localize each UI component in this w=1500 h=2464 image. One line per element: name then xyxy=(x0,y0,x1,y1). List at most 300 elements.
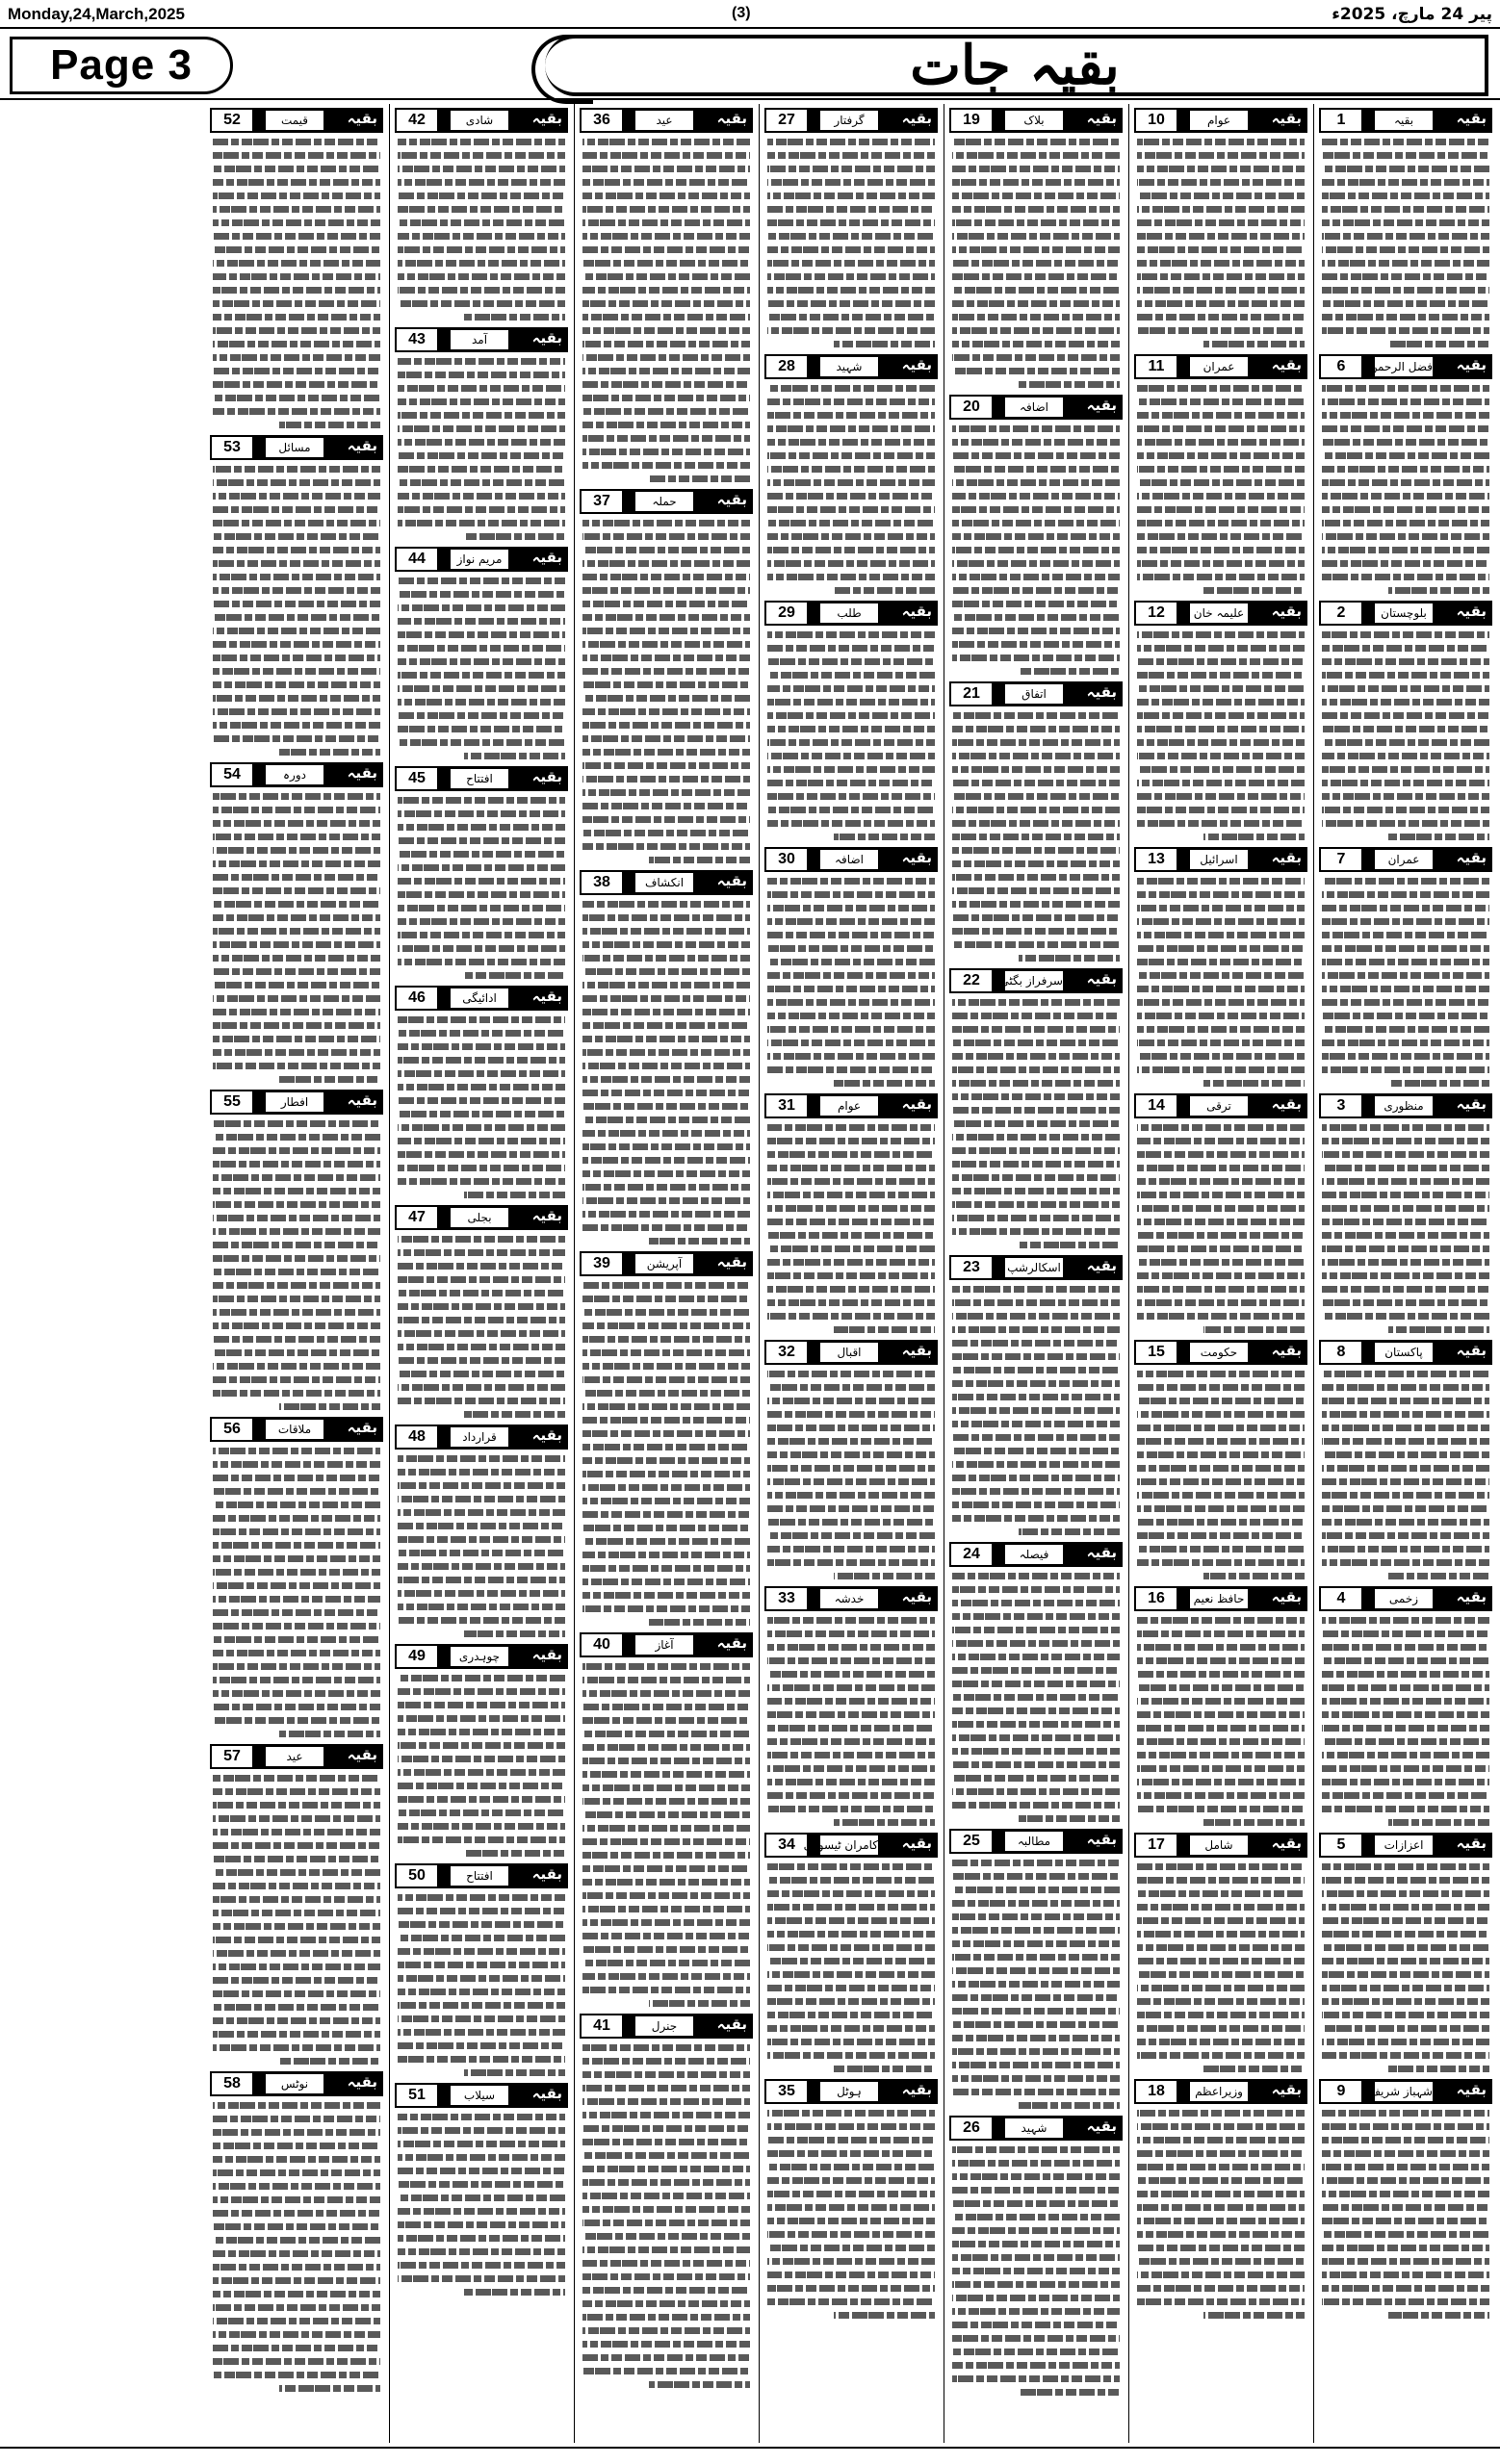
continuation-text xyxy=(395,1236,568,1418)
continuation-text xyxy=(1319,2110,1492,2319)
continuation-number: 13 xyxy=(1134,847,1178,872)
continuation-number: 36 xyxy=(580,108,624,133)
continuation-header xyxy=(1134,847,1307,872)
continuation-label: بقیہ xyxy=(531,110,562,127)
continuation-number: 40 xyxy=(580,1632,624,1657)
continuation-number: 23 xyxy=(949,1255,994,1280)
continuation-text xyxy=(949,139,1123,388)
continuation-label: بقیہ xyxy=(531,1646,562,1663)
continuation-header xyxy=(1319,354,1492,379)
continuation-keyword: آمد xyxy=(451,330,508,349)
continuation-block xyxy=(949,1829,1123,2109)
continuation-header xyxy=(1134,601,1307,626)
continuation-text xyxy=(949,712,1123,962)
continuation-number: 27 xyxy=(764,108,809,133)
section-title: بقیہ جات xyxy=(910,34,1120,97)
continuation-label: بقیہ xyxy=(1456,2081,1487,2098)
bottom-rule xyxy=(0,2447,1500,2449)
continuation-text xyxy=(210,2102,383,2392)
continuation-text xyxy=(395,578,568,759)
continuation-text xyxy=(210,466,383,756)
continuation-keyword: آغاز xyxy=(635,1635,693,1655)
continuation-header xyxy=(395,327,568,352)
news-column xyxy=(395,104,568,2443)
continuation-text xyxy=(1134,1617,1307,1826)
continuation-block xyxy=(210,1090,383,1410)
continuation-block xyxy=(580,1251,753,1626)
continuation-keyword: چوہدری xyxy=(451,1647,508,1666)
continuation-label: بقیہ xyxy=(1271,1095,1302,1113)
continuation-label: بقیہ xyxy=(347,110,377,127)
continuation-keyword: بجلی xyxy=(451,1208,508,1227)
continuation-keyword: اضافہ xyxy=(820,850,878,869)
continuation-block xyxy=(949,681,1123,962)
continuation-number: 26 xyxy=(949,2116,994,2141)
continuation-label: بقیہ xyxy=(716,110,747,127)
continuation-block xyxy=(949,395,1123,675)
continuation-header xyxy=(395,1644,568,1669)
continuation-label: بقیہ xyxy=(901,603,932,620)
continuation-number: 16 xyxy=(1134,1586,1178,1611)
continuation-number: 58 xyxy=(210,2071,254,2096)
continuation-keyword: ترقی xyxy=(1190,1096,1248,1116)
continuation-keyword: کامران ٹیسوری xyxy=(820,1835,878,1855)
continuation-block xyxy=(580,489,753,863)
continuation-number: 41 xyxy=(580,2014,624,2039)
continuation-text xyxy=(1319,1863,1492,2072)
continuation-keyword: طلب xyxy=(820,603,878,623)
continuation-label: بقیہ xyxy=(531,1865,562,1883)
continuation-label: بقیہ xyxy=(347,764,377,782)
continuation-block xyxy=(764,108,938,347)
continuation-header xyxy=(1319,1833,1492,1858)
continuation-text xyxy=(580,520,753,863)
continuation-header xyxy=(764,601,938,626)
continuation-text xyxy=(764,385,938,594)
continuation-label: بقیہ xyxy=(1086,2118,1117,2135)
continuation-number: 54 xyxy=(210,762,254,787)
continuation-number: 3 xyxy=(1319,1093,1363,1118)
continuation-text xyxy=(1134,1863,1307,2072)
top-strip xyxy=(0,0,1500,29)
continuation-keyword: قرارداد xyxy=(451,1427,508,1447)
page-label: Page 3 xyxy=(50,41,193,89)
continuation-keyword: شادی xyxy=(451,111,508,130)
continuation-number: 35 xyxy=(764,2079,809,2104)
continuation-number: 49 xyxy=(395,1644,439,1669)
continuation-block xyxy=(210,1417,383,1737)
continuation-block xyxy=(395,1205,568,1418)
continuation-header xyxy=(949,395,1123,420)
continuation-header xyxy=(1319,1340,1492,1365)
continuation-label: بقیہ xyxy=(1086,1831,1117,1848)
continuation-header xyxy=(764,1586,938,1611)
continuation-keyword: افطار xyxy=(266,1092,323,1112)
continuation-number: 42 xyxy=(395,108,439,133)
continuation-header xyxy=(764,1340,938,1365)
continuation-header xyxy=(764,1833,938,1858)
continuation-block xyxy=(764,847,938,1087)
continuation-block xyxy=(1134,1340,1307,1579)
continuation-text xyxy=(949,1573,1123,1822)
continuation-header xyxy=(1319,847,1492,872)
continuation-text xyxy=(210,1775,383,2065)
continuation-number: 50 xyxy=(395,1863,439,1888)
continuation-label: بقیہ xyxy=(1271,603,1302,620)
continuation-label: بقیہ xyxy=(1456,1095,1487,1113)
continuation-number: 11 xyxy=(1134,354,1178,379)
continuation-label: بقیہ xyxy=(1456,1588,1487,1605)
continuation-text xyxy=(395,358,568,540)
continuation-block xyxy=(764,601,938,840)
continuation-keyword: بلوچستان xyxy=(1375,603,1433,623)
continuation-text xyxy=(949,1286,1123,1535)
continuation-keyword: حملہ xyxy=(635,492,693,511)
continuation-header xyxy=(580,489,753,514)
page-label-tab xyxy=(10,37,233,94)
continuation-label: بقیہ xyxy=(1086,110,1117,127)
continuation-number: 46 xyxy=(395,986,439,1011)
continuation-text xyxy=(580,2044,753,2388)
continuation-header xyxy=(1134,354,1307,379)
continuation-block xyxy=(1134,1093,1307,1333)
continuation-number: 6 xyxy=(1319,354,1363,379)
continuation-block xyxy=(1134,108,1307,347)
continuation-block xyxy=(764,1093,938,1333)
continuation-text xyxy=(1319,631,1492,840)
continuation-keyword: خدشہ xyxy=(820,1589,878,1608)
continuation-keyword: اسرائیل xyxy=(1190,850,1248,869)
continuation-keyword: انکشاف xyxy=(635,873,693,892)
continuation-number: 4 xyxy=(1319,1586,1363,1611)
continuation-label: بقیہ xyxy=(901,1835,932,1852)
continuation-label: بقیہ xyxy=(531,2085,562,2102)
continuation-text xyxy=(764,139,938,347)
continuation-label: بقیہ xyxy=(531,329,562,346)
continuation-label: بقیہ xyxy=(1456,356,1487,373)
continuation-number: 19 xyxy=(949,108,994,133)
continuation-header xyxy=(395,2083,568,2108)
continuation-block xyxy=(1134,1833,1307,2072)
continuation-number: 43 xyxy=(395,327,439,352)
continuation-block xyxy=(764,2079,938,2319)
continuation-text xyxy=(764,631,938,840)
continuation-text xyxy=(395,797,568,979)
continuation-keyword: شہباز شریف xyxy=(1375,2082,1433,2101)
continuation-block xyxy=(395,327,568,540)
continuation-label: بقیہ xyxy=(1271,110,1302,127)
continuation-block xyxy=(764,1833,938,2072)
continuation-label: بقیہ xyxy=(347,1419,377,1436)
column-rule xyxy=(574,104,575,2443)
continuation-keyword: ادائیگی xyxy=(451,988,508,1008)
continuation-header xyxy=(580,870,753,895)
continuation-keyword: سرفراز بگٹی xyxy=(1005,971,1063,990)
continuation-header xyxy=(395,547,568,572)
continuation-keyword: زخمی xyxy=(1375,1589,1433,1608)
continuation-keyword: عوام xyxy=(820,1096,878,1116)
continuation-keyword: فضل الرحمن xyxy=(1375,357,1433,376)
continuation-header xyxy=(210,2071,383,2096)
continuation-number: 7 xyxy=(1319,847,1363,872)
continuation-number: 24 xyxy=(949,1542,994,1567)
continuation-text xyxy=(395,2114,568,2296)
continuation-label: بقیہ xyxy=(901,849,932,866)
continuation-header xyxy=(949,1255,1123,1280)
continuation-label: بقیہ xyxy=(1456,849,1487,866)
continuation-number: 37 xyxy=(580,489,624,514)
continuation-number: 14 xyxy=(1134,1093,1178,1118)
continuation-text xyxy=(949,425,1123,675)
continuation-label: بقیہ xyxy=(531,768,562,785)
continuation-keyword: نوٹس xyxy=(266,2074,323,2093)
continuation-header xyxy=(210,435,383,460)
continuation-text xyxy=(764,1124,938,1333)
continuation-block xyxy=(580,870,753,1245)
continuation-number: 31 xyxy=(764,1093,809,1118)
continuation-label: بقیہ xyxy=(347,2073,377,2091)
continuation-number: 45 xyxy=(395,766,439,791)
continuation-header xyxy=(1319,1093,1492,1118)
continuation-label: بقیہ xyxy=(1456,110,1487,127)
continuation-number: 47 xyxy=(395,1205,439,1230)
continuation-header xyxy=(395,1205,568,1230)
continuation-keyword: مطالبہ xyxy=(1005,1832,1063,1851)
continuation-keyword: گرفتار xyxy=(820,111,878,130)
continuation-header xyxy=(949,2116,1123,2141)
continuation-label: بقیہ xyxy=(531,549,562,566)
continuation-number: 2 xyxy=(1319,601,1363,626)
continuation-text xyxy=(395,1675,568,1857)
continuation-text xyxy=(395,1455,568,1637)
continuation-block xyxy=(580,108,753,482)
continuation-number: 9 xyxy=(1319,2079,1363,2104)
continuation-block xyxy=(1134,354,1307,594)
continuation-text xyxy=(395,139,568,321)
continuation-label: بقیہ xyxy=(1271,849,1302,866)
continuation-block xyxy=(1319,108,1492,347)
continuation-header xyxy=(1319,601,1492,626)
continuation-number: 34 xyxy=(764,1833,809,1858)
continuation-block xyxy=(1134,847,1307,1087)
continuation-block xyxy=(1319,1833,1492,2072)
continuation-text xyxy=(1319,1124,1492,1333)
continuation-keyword: مریم نواز xyxy=(451,550,508,569)
continuation-text xyxy=(580,139,753,482)
continuation-text xyxy=(1134,631,1307,840)
continuation-block xyxy=(1319,1340,1492,1579)
continuation-label: بقیہ xyxy=(901,1342,932,1359)
continuation-keyword: بلاک xyxy=(1005,111,1063,130)
column-rule xyxy=(1128,104,1129,2443)
continuation-keyword: آپریشن xyxy=(635,1254,693,1273)
continuation-text xyxy=(764,1863,938,2072)
continuation-text xyxy=(1134,1371,1307,1579)
continuation-block xyxy=(1319,847,1492,1087)
continuation-keyword: پاکستان xyxy=(1375,1343,1433,1362)
continuation-header xyxy=(764,354,938,379)
continuation-number: 15 xyxy=(1134,1340,1178,1365)
continuation-keyword: اسکالرشپ xyxy=(1005,1258,1063,1277)
continuation-header xyxy=(210,108,383,133)
continuation-block xyxy=(210,762,383,1083)
continuation-keyword: دورہ xyxy=(266,765,323,784)
continuation-block xyxy=(395,547,568,759)
continuation-header xyxy=(1134,108,1307,133)
continuation-keyword: عمران xyxy=(1190,357,1248,376)
continuation-label: بقیہ xyxy=(716,872,747,889)
column-rule xyxy=(1313,104,1314,2443)
continuation-header xyxy=(580,2014,753,2039)
continuation-block xyxy=(949,1542,1123,1822)
continuation-number: 25 xyxy=(949,1829,994,1854)
continuation-keyword: حکومت xyxy=(1190,1343,1248,1362)
continuation-keyword: سیلاب xyxy=(451,2086,508,2105)
continuation-label: بقیہ xyxy=(901,1095,932,1113)
continuation-keyword: عمران xyxy=(1375,850,1433,869)
continuation-header xyxy=(1319,2079,1492,2104)
continuation-keyword: افتتاح xyxy=(451,769,508,788)
continuation-block xyxy=(210,1744,383,2065)
date-urdu: پیر 24 مارچ، 2025ء xyxy=(1332,5,1492,24)
continuation-label: بقیہ xyxy=(1271,1835,1302,1852)
continuation-number: 5 xyxy=(1319,1833,1363,1858)
continuation-text xyxy=(210,1448,383,1737)
continuation-header xyxy=(949,108,1123,133)
continuation-keyword: علیمہ خان xyxy=(1190,603,1248,623)
continuation-header xyxy=(1134,1340,1307,1365)
continuation-keyword: جنرل xyxy=(635,2016,693,2036)
continuation-keyword: بقیہ xyxy=(1375,111,1433,130)
continuation-text xyxy=(1134,385,1307,594)
continuation-header xyxy=(210,1744,383,1769)
continuation-text xyxy=(949,999,1123,1248)
continuation-label: بقیہ xyxy=(347,437,377,454)
continuation-label: بقیہ xyxy=(716,491,747,508)
continuation-header xyxy=(395,766,568,791)
column-rule xyxy=(389,104,390,2443)
continuation-keyword: شہید xyxy=(820,357,878,376)
continuation-number: 52 xyxy=(210,108,254,133)
continuation-header xyxy=(1134,1833,1307,1858)
continuation-number: 51 xyxy=(395,2083,439,2108)
continuation-keyword: ملاقات xyxy=(266,1420,323,1439)
continuation-label: بقیہ xyxy=(1271,1342,1302,1359)
continuation-number: 56 xyxy=(210,1417,254,1442)
continuation-header xyxy=(1134,1093,1307,1118)
continuation-header xyxy=(764,1093,938,1118)
continuation-number: 10 xyxy=(1134,108,1178,133)
continuation-block xyxy=(395,766,568,979)
continuation-number: 48 xyxy=(395,1424,439,1450)
continuation-text xyxy=(764,1617,938,1826)
continuation-number: 30 xyxy=(764,847,809,872)
continuation-label: بقیہ xyxy=(1271,356,1302,373)
continuations-grid xyxy=(0,104,1500,2443)
continuation-block xyxy=(395,2083,568,2296)
continuation-text xyxy=(1319,878,1492,1087)
continuation-header xyxy=(580,108,753,133)
continuation-text xyxy=(1319,1371,1492,1579)
continuation-header xyxy=(1134,2079,1307,2104)
continuation-block xyxy=(1134,601,1307,840)
continuation-number: 55 xyxy=(210,1090,254,1115)
continuation-label: بقیہ xyxy=(347,1091,377,1109)
continuation-header xyxy=(580,1251,753,1276)
continuation-block xyxy=(1319,2079,1492,2319)
continuation-block xyxy=(395,1424,568,1637)
continuation-header xyxy=(764,2079,938,2104)
column-rule xyxy=(759,104,760,2443)
continuation-label: بقیہ xyxy=(1086,397,1117,414)
continuation-keyword: وزیراعظم xyxy=(1190,2082,1248,2101)
continuation-text xyxy=(395,1894,568,2076)
continuation-number: 17 xyxy=(1134,1833,1178,1858)
continuation-header xyxy=(395,1424,568,1450)
continuation-label: بقیہ xyxy=(901,2081,932,2098)
continuation-label: بقیہ xyxy=(1456,1835,1487,1852)
continuation-keyword: قیمت xyxy=(266,111,323,130)
continuation-label: بقیہ xyxy=(901,356,932,373)
continuation-keyword: اتفاق xyxy=(1005,684,1063,704)
continuation-block xyxy=(395,1644,568,1857)
continuation-keyword: مسائل xyxy=(266,438,323,457)
masthead xyxy=(0,31,1500,100)
continuation-text xyxy=(764,2110,938,2319)
continuation-block xyxy=(764,354,938,594)
continuation-text xyxy=(764,878,938,1087)
continuation-header xyxy=(395,108,568,133)
continuation-header xyxy=(764,108,938,133)
continuation-label: بقیہ xyxy=(1086,683,1117,701)
continuation-text xyxy=(1319,1617,1492,1826)
continuation-keyword: عوام xyxy=(1190,111,1248,130)
continuation-block xyxy=(580,2014,753,2388)
continuation-label: بقیہ xyxy=(1456,1342,1487,1359)
date-english: Monday,24,March,2025 xyxy=(8,5,185,23)
continuation-block xyxy=(395,1863,568,2076)
continuation-label: بقیہ xyxy=(347,1746,377,1763)
continuation-text xyxy=(1319,139,1492,347)
continuation-block xyxy=(1319,1586,1492,1826)
continuation-header xyxy=(395,1863,568,1888)
continuation-label: بقیہ xyxy=(1086,1257,1117,1274)
continuation-label: بقیہ xyxy=(531,988,562,1005)
continuation-label: بقیہ xyxy=(901,110,932,127)
continuation-block xyxy=(764,1340,938,1579)
continuation-block xyxy=(949,1255,1123,1535)
continuation-block xyxy=(949,108,1123,388)
continuation-keyword: فیصلہ xyxy=(1005,1545,1063,1564)
continuation-keyword: حافظ نعیم xyxy=(1190,1589,1248,1608)
continuation-block xyxy=(949,2116,1123,2396)
continuation-label: بقیہ xyxy=(531,1207,562,1224)
continuation-label: بقیہ xyxy=(901,1588,932,1605)
continuation-number: 39 xyxy=(580,1251,624,1276)
continuation-text xyxy=(1134,1124,1307,1333)
continuation-text xyxy=(1134,139,1307,347)
continuation-number: 32 xyxy=(764,1340,809,1365)
continuation-number: 18 xyxy=(1134,2079,1178,2104)
continuation-block xyxy=(580,1632,753,2007)
continuation-keyword: اقبال xyxy=(820,1343,878,1362)
continuation-number: 1 xyxy=(1319,108,1363,133)
continuation-header xyxy=(764,847,938,872)
continuation-block xyxy=(210,435,383,756)
news-column xyxy=(210,104,383,2443)
continuation-header xyxy=(395,986,568,1011)
continuation-text xyxy=(949,2146,1123,2396)
